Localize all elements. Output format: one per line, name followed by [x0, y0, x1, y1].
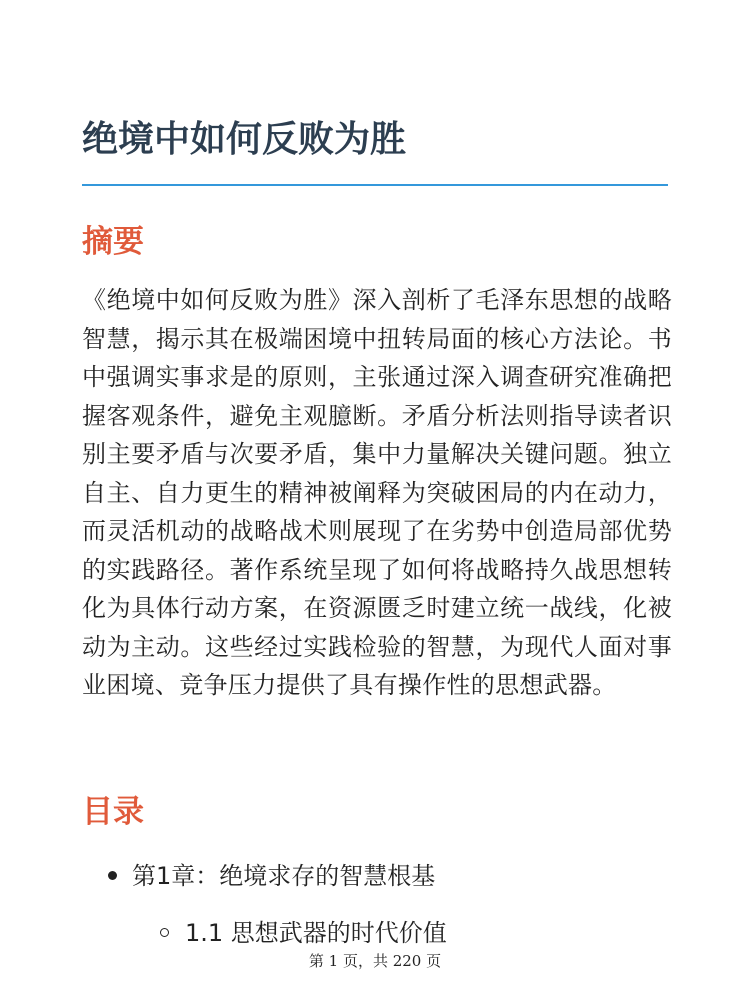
- toc-item-label: 第1章：绝境求存的智慧根基: [132, 862, 436, 890]
- toc-item-chapter-1[interactable]: [108, 858, 435, 894]
- bullet-disc-icon: [108, 871, 117, 880]
- document-title: 绝境中如何反败为胜: [82, 119, 407, 160]
- bullet-circle-icon: [160, 928, 169, 937]
- page-footer: 第 1 页，共 220 页: [308, 952, 442, 970]
- toc-heading: 目录: [82, 794, 144, 830]
- abstract-text: 《绝境中如何反败为胜》深入剖析了毛泽东思想的战略智慧，揭示其在极端困境中扭转局面的核心方法论。书中强调实事求是的原则，主张通过深入调查研究准确把握客观条件，避免主观臆断。矛盾分析法则指导读者识别主要矛盾与次要矛盾，集中力量解决关键问题。独立自主、自力更生的精神被阐释为突破困局的内在动力，而灵活机动的战略战术则展现了在劣势中创造局部优势的实践路径。著作系统呈现了如何将战略持久战思想转化为具体行动方案，在资源匮乏时建立统一战线，化被动为主动。这些经过实践检验的智慧，为现代人面对事业困境、竞争压力提供了具有操作性的思想武器。: [82, 286, 672, 699]
- toc-item-section-1-1[interactable]: [160, 915, 447, 951]
- title-divider: [82, 184, 668, 186]
- abstract-heading: 摘要: [82, 224, 144, 260]
- toc-item-label: 1.1 思想武器的时代价值: [185, 919, 447, 947]
